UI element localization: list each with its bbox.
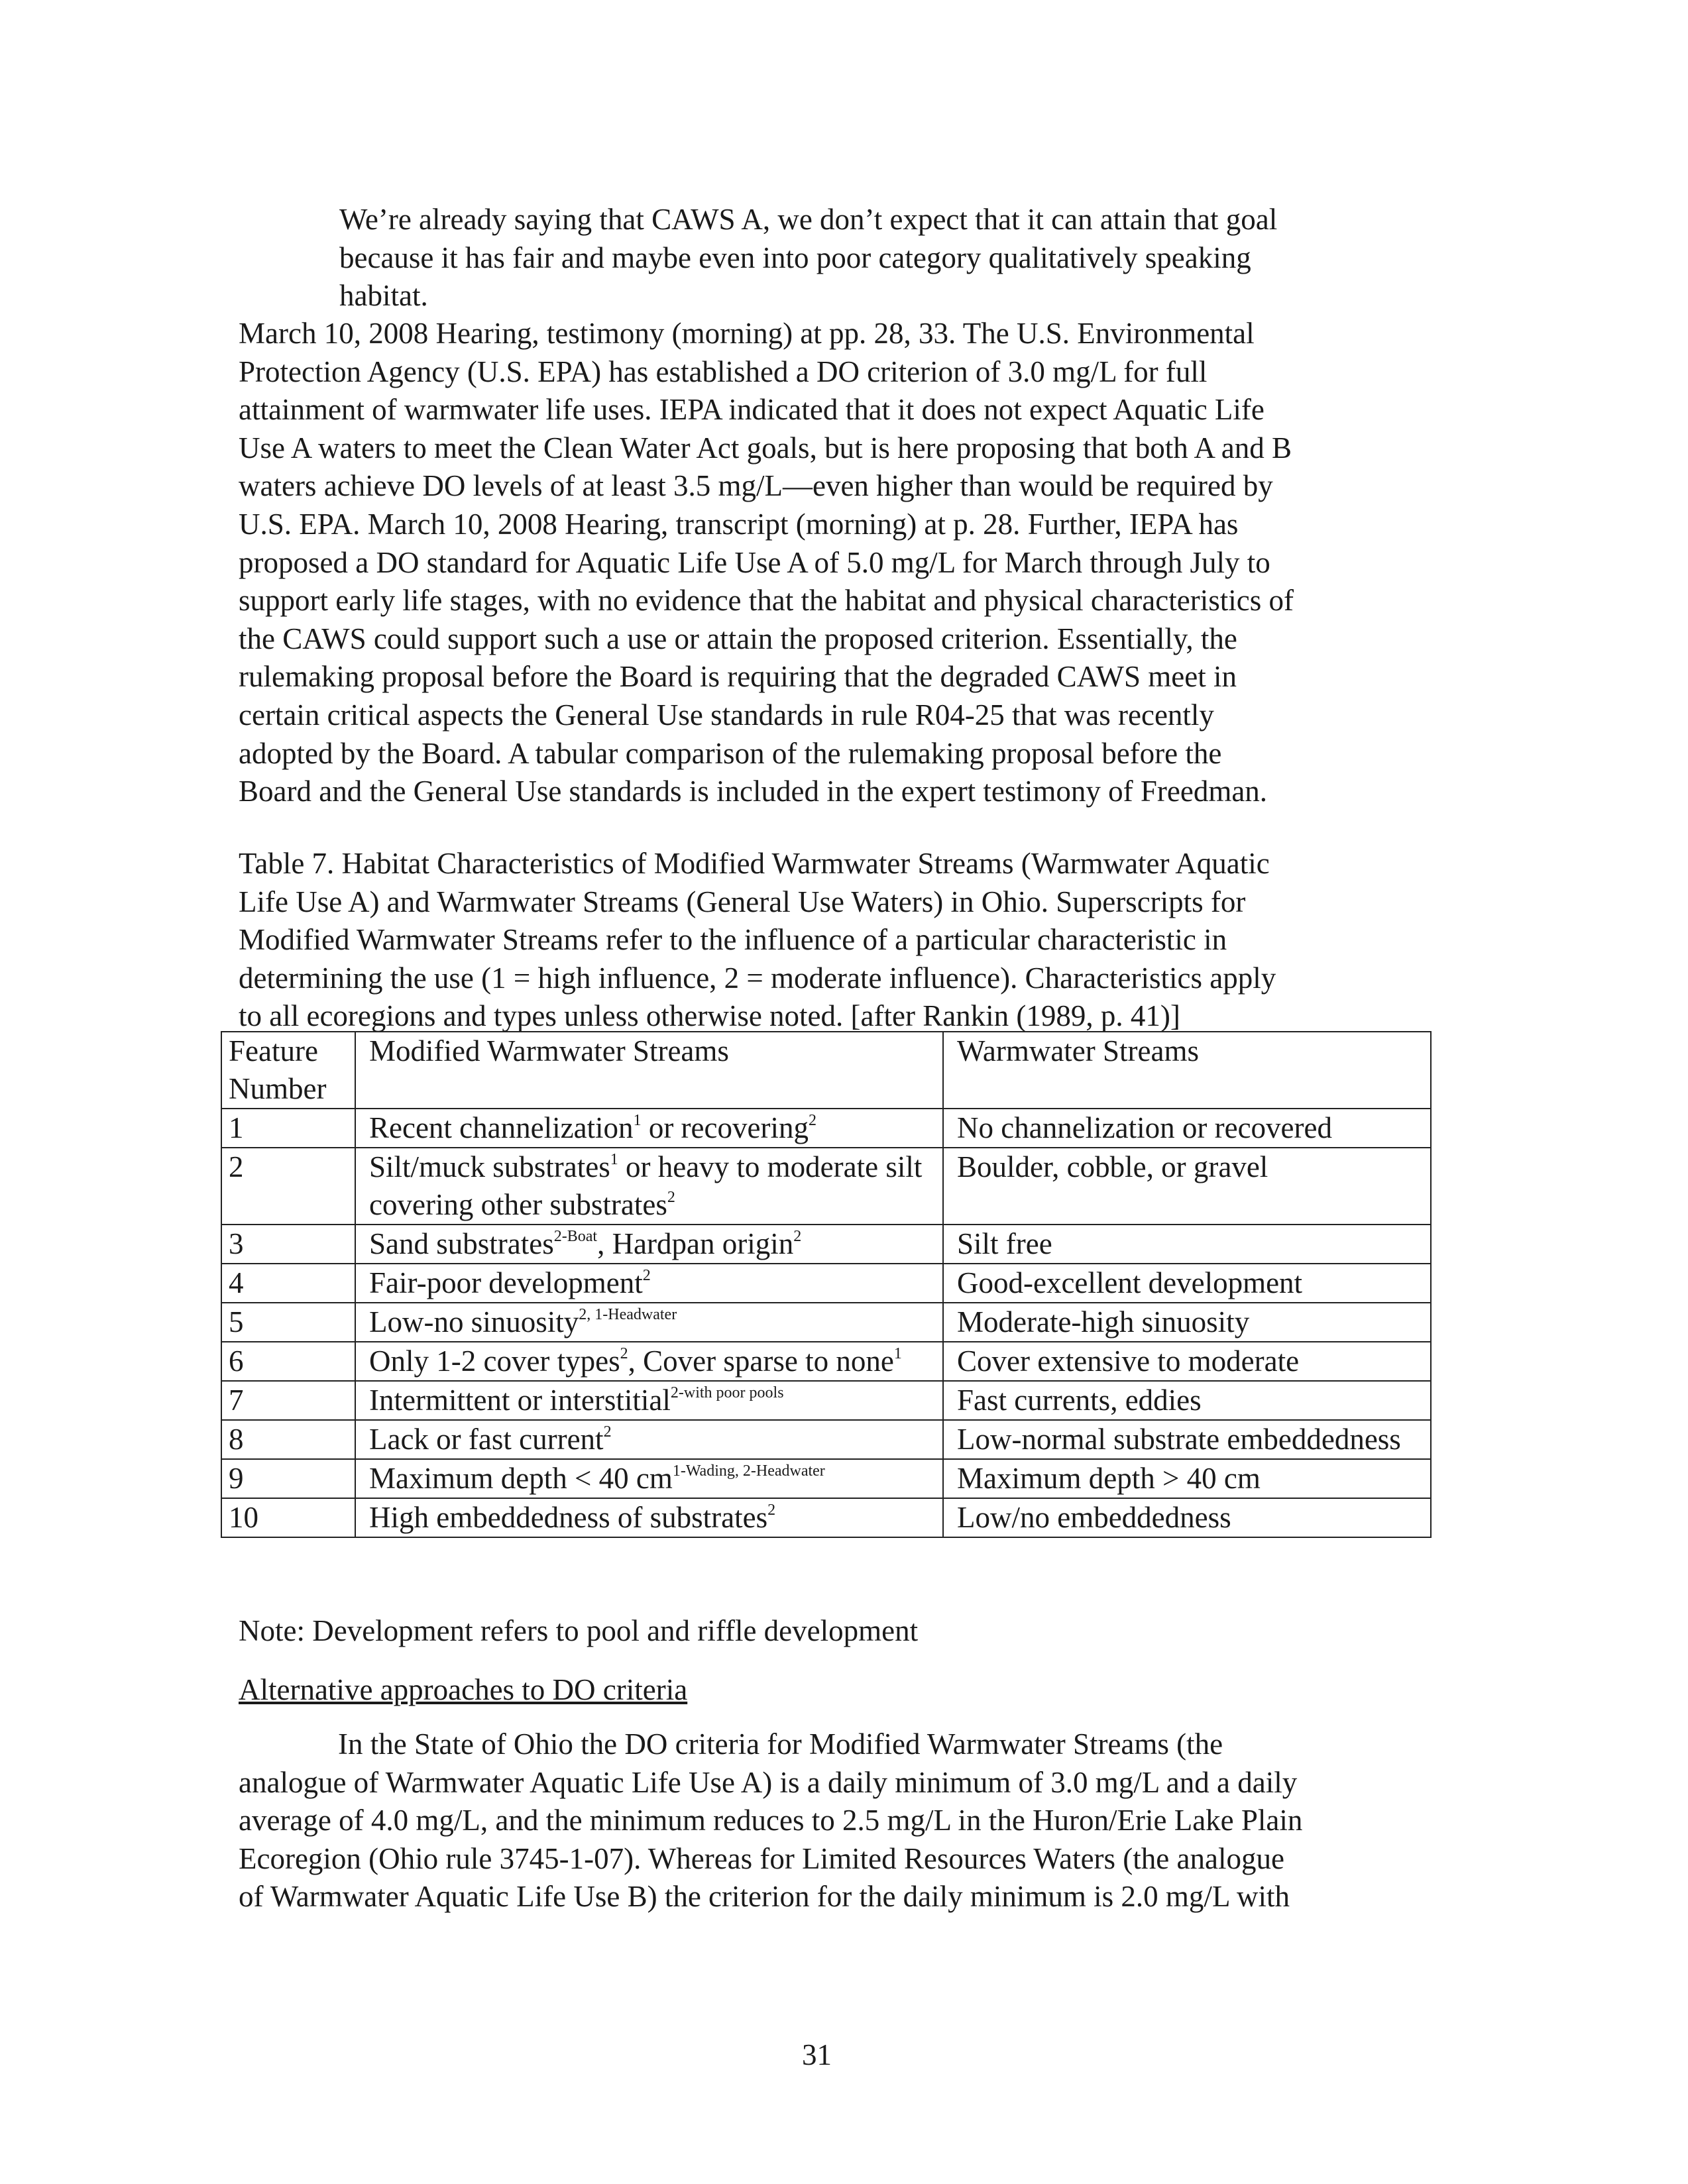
text-line: rulemaking proposal before the Board is requiring that the degraded CAWS meet in <box>239 660 1237 694</box>
habitat-table <box>221 1031 1432 1538</box>
modified-streams-cell <box>355 1264 943 1303</box>
text-line: Board and the General Use standards is included in the expert testimony of Freedman. <box>239 775 1268 808</box>
feature-number-cell: 8 <box>221 1420 355 1459</box>
influence-superscript: 2-Boat <box>553 1228 598 1245</box>
warmwater-streams-cell: Moderate-high sinuosity <box>943 1303 1431 1342</box>
influence-superscript: 2 <box>620 1345 628 1362</box>
influence-superscript: 2 <box>793 1228 802 1245</box>
influence-superscript: 1 <box>610 1151 618 1168</box>
feature-number-cell: 9 <box>221 1459 355 1498</box>
characteristic-text: High embeddedness of substrates <box>369 1501 768 1534</box>
influence-superscript: 2 <box>603 1423 612 1441</box>
table-row <box>221 1225 1431 1264</box>
table-row <box>221 1381 1431 1420</box>
text-line: We’re already saying that CAWS A, we don’t expect that it can attain that goal <box>339 203 1278 236</box>
feature-number-cell: 2 <box>221 1148 355 1225</box>
feature-number-cell: 1 <box>221 1109 355 1148</box>
feature-number-cell: 10 <box>221 1498 355 1537</box>
table-header-row <box>221 1032 1431 1109</box>
text-line: Protection Agency (U.S. EPA) has established a DO criterion of 3.0 mg/L for full <box>239 355 1208 388</box>
text-line: support early life stages, with no evidence that the habitat and physical characteristics of <box>239 584 1294 618</box>
warmwater-streams-cell: Silt free <box>943 1225 1431 1264</box>
feature-number-cell: 7 <box>221 1381 355 1420</box>
header-modified-streams: Modified Warmwater Streams <box>355 1032 943 1109</box>
text-line: U.S. EPA. March 10, 2008 Hearing, transcript (morning) at p. 28. Further, IEPA has <box>239 507 1239 541</box>
body-paragraph <box>239 1725 1425 1916</box>
influence-superscript: 2 <box>808 1112 816 1129</box>
text-line: analogue of Warmwater Aquatic Life Use A) is a daily minimum of 3.0 mg/L and a daily <box>239 1765 1298 1799</box>
modified-streams-cell <box>355 1148 943 1225</box>
feature-number-cell: 4 <box>221 1264 355 1303</box>
modified-streams-cell <box>355 1498 943 1537</box>
influence-superscript: 1 <box>893 1345 902 1362</box>
characteristic-text: Silt/muck substrates <box>369 1150 610 1183</box>
feature-number-cell: 5 <box>221 1303 355 1342</box>
warmwater-streams-cell: Fast currents, eddies <box>943 1381 1431 1420</box>
block-quote <box>339 201 1426 315</box>
table-note: Note: Development refers to pool and riffle development <box>239 1614 919 1647</box>
warmwater-streams-cell: Cover extensive to moderate <box>943 1342 1431 1381</box>
warmwater-streams-cell: No channelization or recovered <box>943 1109 1431 1148</box>
characteristic-text: , Cover sparse to none <box>628 1344 894 1378</box>
text-line: proposed a DO standard for Aquatic Life Use A of 5.0 mg/L for March through July to <box>239 545 1270 579</box>
table-caption <box>239 845 1425 1036</box>
modified-streams-cell <box>355 1303 943 1342</box>
text-line: the CAWS could support such a use or attain the proposed criterion. Essentially, the <box>239 622 1237 655</box>
text-line: Ecoregion (Ohio rule 3745-1-07). Whereas for Limited Resources Waters (the analogue <box>239 1841 1284 1875</box>
characteristic-text: Maximum depth < 40 cm <box>369 1462 673 1495</box>
feature-number-cell: 6 <box>221 1342 355 1381</box>
text-line: Use A waters to meet the Clean Water Act goals, but is here proposing that both A and B <box>239 431 1292 464</box>
characteristic-text: Low-no sinuosity <box>369 1305 579 1338</box>
influence-superscript: 2 <box>667 1189 675 1206</box>
influence-superscript: 1-Wading, 2-Headwater <box>672 1462 825 1480</box>
characteristic-text: Only 1-2 cover types <box>369 1344 620 1378</box>
modified-streams-cell <box>355 1109 943 1148</box>
page-number: 31 <box>802 2038 832 2071</box>
feature-number-cell: 3 <box>221 1225 355 1264</box>
modified-streams-cell <box>355 1459 943 1498</box>
text-line: determining the use (1 = high influence, 2 = moderate influence). Characteristics apply <box>239 961 1276 995</box>
warmwater-streams-cell: Maximum depth > 40 cm <box>943 1459 1431 1498</box>
text-line: In the State of Ohio the DO criteria for Modified Warmwater Streams (the <box>338 1727 1223 1761</box>
warmwater-streams-cell: Low/no embeddedness <box>943 1498 1431 1537</box>
text-line: Table 7. Habitat Characteristics of Modified Warmwater Streams (Warmwater Aquatic <box>239 847 1270 880</box>
text-line: Modified Warmwater Streams refer to the influence of a particular characteristic in <box>239 923 1227 957</box>
text-line: Life Use A) and Warmwater Streams (General Use Waters) in Ohio. Superscripts for <box>239 885 1246 918</box>
text-line: habitat. <box>339 279 428 313</box>
text-line: because it has fair and maybe even into poor category qualitatively speaking <box>339 241 1251 274</box>
body-paragraph <box>239 315 1425 811</box>
influence-superscript: 2-with poor pools <box>670 1384 784 1401</box>
characteristic-text: Sand substrates <box>369 1227 554 1260</box>
characteristic-text: or heavy to moderate silt covering other substrates <box>369 1150 923 1221</box>
table-row <box>221 1498 1431 1537</box>
text-line: waters achieve DO levels of at least 3.5 mg/L—even higher than would be required by <box>239 469 1273 503</box>
warmwater-streams-cell: Low-normal substrate embeddedness <box>943 1420 1431 1459</box>
table-row <box>221 1264 1431 1303</box>
characteristic-text: Lack or fast current <box>369 1423 604 1456</box>
text-line: adopted by the Board. A tabular comparison of the rulemaking proposal before the <box>239 736 1222 770</box>
characteristic-text: Recent channelization <box>369 1111 634 1144</box>
modified-streams-cell <box>355 1420 943 1459</box>
influence-superscript: 2, 1-Headwater <box>579 1306 677 1323</box>
characteristic-text: , Hardpan origin <box>597 1227 794 1260</box>
table-row <box>221 1420 1431 1459</box>
text-line: average of 4.0 mg/L, and the minimum reduces to 2.5 mg/L in the Huron/Erie Lake Plain <box>239 1804 1303 1837</box>
text-line: March 10, 2008 Hearing, testimony (morning) at pp. 28, 33. The U.S. Environmental <box>239 317 1255 350</box>
table-row <box>221 1148 1431 1225</box>
influence-superscript: 1 <box>633 1112 642 1129</box>
influence-superscript: 2 <box>767 1502 776 1519</box>
warmwater-streams-cell: Good-excellent development <box>943 1264 1431 1303</box>
table-row <box>221 1109 1431 1148</box>
text-line: attainment of warmwater life uses. IEPA indicated that it does not expect Aquatic Life <box>239 393 1265 427</box>
modified-streams-cell <box>355 1225 943 1264</box>
modified-streams-cell <box>355 1342 943 1381</box>
table-row <box>221 1303 1431 1342</box>
influence-superscript: 2 <box>642 1267 651 1284</box>
header-warmwater-streams: Warmwater Streams <box>943 1032 1431 1109</box>
characteristic-text: or recovering <box>641 1111 809 1144</box>
table-row <box>221 1342 1431 1381</box>
warmwater-streams-cell: Boulder, cobble, or gravel <box>943 1148 1431 1225</box>
text-line: of Warmwater Aquatic Life Use B) the criterion for the daily minimum is 2.0 mg/L with <box>239 1880 1290 1914</box>
section-heading: Alternative approaches to DO criteria <box>239 1673 688 1706</box>
characteristic-text: Fair-poor development <box>369 1266 643 1299</box>
table-row <box>221 1459 1431 1498</box>
text-line: to all ecoregions and types unless otherwise noted. [after Rankin (1989, p. 41)] <box>239 999 1180 1033</box>
text-line: certain critical aspects the General Use standards in rule R04-25 that was recently <box>239 698 1214 732</box>
characteristic-text: Intermittent or interstitial <box>369 1384 671 1417</box>
modified-streams-cell <box>355 1381 943 1420</box>
header-feature-number: Feature Number <box>221 1032 355 1109</box>
